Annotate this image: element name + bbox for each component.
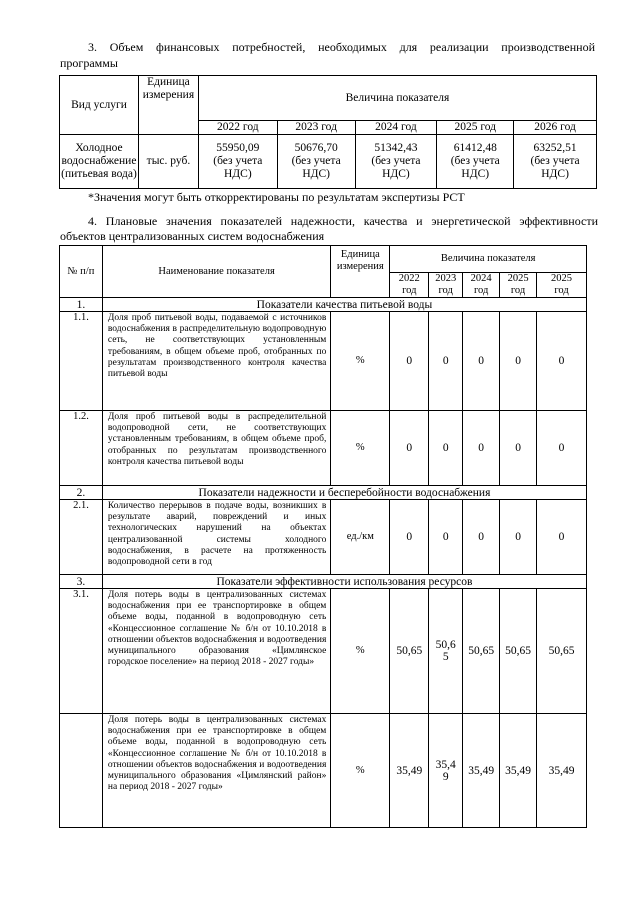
- value-note: (без учета: [291, 155, 341, 167]
- year-number: 2022: [398, 273, 420, 284]
- year-header: [500, 273, 537, 298]
- indicator-value: 50,65: [537, 589, 587, 714]
- value-note: НДС): [461, 168, 490, 180]
- value-amount: 55950,09: [216, 142, 260, 154]
- indicator-name: Количество перерывов в подаче воды, возникших в результате аварий, повреждений и иных технологических нарушений на объектах централизованной системы холодного водоснабжения, в расчете на протяженность водопроводной сети в год: [102, 500, 330, 575]
- row-num: 2.1.: [60, 500, 103, 575]
- indicator-value: 0: [429, 500, 463, 575]
- col-header-name: Наименование показателя: [102, 246, 330, 298]
- section4-heading-line2: объектов централизованных систем водоснабжения: [60, 229, 325, 243]
- indicator-value: 50,65: [500, 589, 537, 714]
- year-header: 2024 год: [355, 121, 437, 135]
- value-cell: [355, 135, 437, 189]
- indicator-value: 0: [537, 500, 587, 575]
- year-word: год: [554, 285, 569, 296]
- indicator-value: 50,65: [463, 589, 500, 714]
- section-num: 2.: [60, 486, 103, 500]
- year-header: [390, 273, 429, 298]
- col-header-num: № п/п: [60, 246, 103, 298]
- year-word: год: [510, 285, 526, 296]
- indicator-value: 0: [500, 411, 537, 486]
- indicator-value: 0: [429, 411, 463, 486]
- indicator-value: 0: [390, 411, 429, 486]
- value-amount: 61412,48: [453, 142, 497, 154]
- year-header: 2025 год: [437, 121, 514, 135]
- value-cell: [437, 135, 514, 189]
- section-num: 1.: [60, 298, 103, 312]
- year-header: [429, 273, 463, 298]
- indicator-value: 50,65: [390, 589, 429, 714]
- indicator-unit: %: [331, 589, 390, 714]
- indicator-unit: %: [331, 411, 390, 486]
- indicator-value: 50,65: [429, 589, 463, 714]
- col-header-value: Величина показателя: [198, 76, 596, 121]
- section3-heading-line1: 3. Объем финансовых потребностей, необходимых для реализации производственной: [88, 40, 595, 54]
- value-note: (без учета: [213, 155, 263, 167]
- financial-needs-table: [59, 75, 597, 189]
- indicator-name: Доля проб питьевой воды в распределительной водопроводной сети, не соответствующих установленным требованиям, в общем объеме проб, отобранных по результатам производственного контроля качества питьевой воды: [102, 411, 330, 486]
- indicator-value: 0: [463, 411, 500, 486]
- indicator-unit: %: [331, 714, 390, 828]
- indicator-value: 35,49: [537, 714, 587, 828]
- section4-heading-line1: 4. Плановые значения показателей надежности, качества и энергетической эффективности: [88, 214, 598, 228]
- row-num: 1.2.: [60, 411, 103, 486]
- year-header: [537, 273, 587, 298]
- year-number: 2025: [507, 273, 529, 284]
- value-note: НДС): [382, 168, 410, 180]
- indicator-name: Доля потерь воды в централизованных системах водоснабжения при ее транспортировке в общем объеме воды, поданной в водопроводную сеть «Концессионное соглашение № б/н от 10.10.2018 в отношении объектов водоснабжения и водоотведения муниципального образования «Цимлянское городское поселение» на период 2018 - 2027 годы»: [102, 589, 330, 714]
- year-number: 2024: [470, 273, 492, 284]
- col-header-value: Величина показателя: [390, 246, 587, 273]
- service-name: Холодное водоснабжение (питьевая вода): [60, 135, 139, 189]
- indicator-name: Доля проб питьевой воды, подаваемой с источников водоснабжения в распределительную водопроводную сеть, не соответствующих установленным требованиям, в общем объеме проб, отобранных по результатам производственного контроля качества питьевой воды: [102, 312, 330, 411]
- value-amount: 63252,51: [533, 142, 577, 154]
- year-word: год: [402, 285, 417, 296]
- footnote: *Значения могут быть откорректированы по результатам экспертизы РСТ: [88, 190, 465, 204]
- col-header-service: Вид услуги: [60, 76, 139, 135]
- row-num: 3.1.: [60, 589, 103, 714]
- value-note: НДС): [541, 168, 569, 180]
- indicator-unit: ед./км: [331, 500, 390, 575]
- year-header: 2026 год: [514, 121, 597, 135]
- col-header-unit: Единица измерения: [331, 246, 390, 298]
- indicator-value: 0: [390, 500, 429, 575]
- service-unit: тыс. руб.: [138, 135, 198, 189]
- section-title: Показатели надежности и бесперебойности водоснабжения: [102, 486, 586, 500]
- value-note: (без учета: [530, 155, 580, 167]
- indicator-value: 0: [537, 411, 587, 486]
- indicator-value: 35,49: [463, 714, 500, 828]
- indicator-value: 0: [390, 312, 429, 411]
- year-header: [463, 273, 500, 298]
- row-num: 1.1.: [60, 312, 103, 411]
- value-note: НДС): [224, 168, 252, 180]
- indicator-value: 0: [500, 500, 537, 575]
- value-amount: 50676,70: [294, 142, 338, 154]
- value-cell: [514, 135, 597, 189]
- year-word: год: [473, 285, 489, 296]
- indicators-table: [59, 245, 587, 828]
- indicator-value: 35,49: [500, 714, 537, 828]
- indicator-value: 35,49: [390, 714, 429, 828]
- indicator-value: 35,49: [429, 714, 463, 828]
- year-header: 2022 год: [198, 121, 277, 135]
- indicator-value: 0: [537, 312, 587, 411]
- year-header: 2023 год: [277, 121, 355, 135]
- value-note: (без учета: [371, 155, 421, 167]
- indicator-value: 0: [429, 312, 463, 411]
- indicator-value: 0: [463, 500, 500, 575]
- value-cell: [277, 135, 355, 189]
- value-amount: 51342,43: [374, 142, 418, 154]
- row-num: [60, 714, 103, 828]
- section-title: Показатели качества питьевой воды: [102, 298, 586, 312]
- value-cell: [198, 135, 277, 189]
- indicator-unit: %: [331, 312, 390, 411]
- section-title: Показатели эффективности использования ресурсов: [102, 575, 586, 589]
- value-note: НДС): [302, 168, 330, 180]
- indicator-value: 0: [500, 312, 537, 411]
- year-number: 2025: [551, 273, 573, 284]
- col-header-unit: Единица измерения: [138, 76, 198, 135]
- year-number: 2023: [435, 273, 457, 284]
- year-word: год: [438, 285, 453, 296]
- section3-heading-line2: программы: [60, 56, 118, 70]
- indicator-value: 0: [463, 312, 500, 411]
- indicator-name: Доля потерь воды в централизованных системах водоснабжения при ее транспортировке в общем объеме воды, поданной в водопроводную сеть «Концессионное соглашение № б/н от 10.10.2018 в отношении объектов водоснабжения и водоотведения муниципального образования «Цимлянский район» на период 2018 - 2027 годы»: [102, 714, 330, 828]
- section-num: 3.: [60, 575, 103, 589]
- value-note: (без учета: [450, 155, 500, 167]
